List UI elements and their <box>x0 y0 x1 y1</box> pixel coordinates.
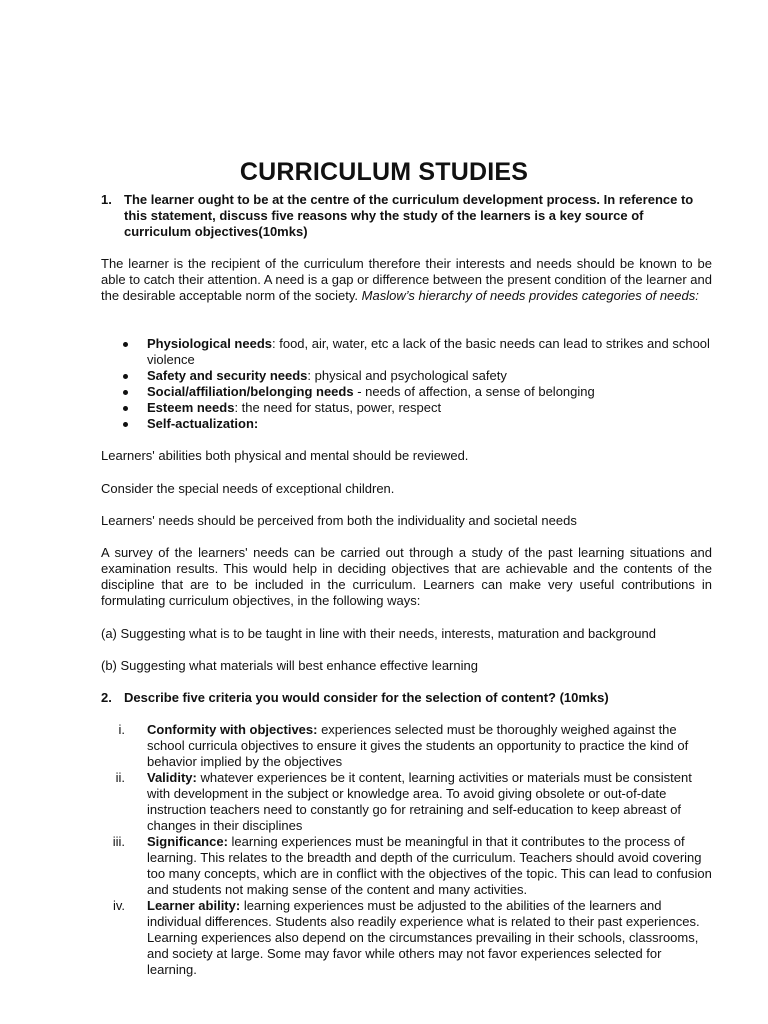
need-term: Self-actualization: <box>147 416 259 431</box>
question-number: 1. <box>101 192 112 207</box>
survey-paragraph: A survey of the learners' needs can be carried out through a study of the past learning situations and examination results. This would help in deciding objectives that are achievable and the contents of the discipline that are to be included in the curriculum. Learners can make very useful contributions in formulating curriculum objectives, in the following ways: <box>101 545 712 608</box>
bullet-icon <box>123 342 128 347</box>
need-term: Physiological needs <box>147 336 272 351</box>
question-number: 2. <box>101 690 112 705</box>
question-text: Describe five criteria you would consider for the selection of content? (10mks) <box>124 690 609 705</box>
need-term: Safety and security needs <box>147 368 308 383</box>
need-term: Social/affiliation/belonging needs <box>147 384 354 399</box>
criterion-term: Conformity with objectives: <box>147 722 318 737</box>
list-item <box>101 898 713 978</box>
criterion-desc: experiences selected must be thoroughly weighed against the school curricula objectives to ensure it gives the students an opportunity to practice the kind of behavior implied by the objectives <box>147 722 689 769</box>
question-text: The learner ought to be at the centre of the curriculum development process. In reference to this statement, discuss five reasons why the study of the learners is a key source of curriculum objectives(10mks) <box>124 192 694 239</box>
question-1 <box>101 192 713 240</box>
criterion-desc: learning experiences must be meaningful in that it contributes to the process of learning. This relates to the breadth and depth of the curriculum. Teachers should avoid covering too many concepts, which are in conflict with the objectives of the topic. This can lead to confusion and students not making sense of the content and many activities. <box>147 834 712 897</box>
item-number: iv. <box>112 898 125 913</box>
list-item <box>101 722 713 770</box>
learner-needs-paragraph: Learners' needs should be perceived from both the individuality and societal needs <box>101 513 577 528</box>
list-item <box>101 770 713 834</box>
bullet-icon <box>123 374 128 379</box>
list-item <box>101 834 713 898</box>
point-a-paragraph: (a) Suggesting what is to be taught in line with their needs, interests, maturation and background <box>101 626 656 641</box>
intro-paragraph <box>101 256 712 304</box>
criterion-desc: whatever experiences be it content, learning activities or materials must be consistent with development in the subject or knowledge area. To avoid giving obsolete or out-of-date instruction teachers need to constantly go for retraining and self-education to keep abreast of changes in their disciplines <box>147 770 692 833</box>
criteria-list <box>101 722 713 978</box>
list-item <box>101 336 713 368</box>
list-item <box>101 368 713 384</box>
need-desc: : physical and psychological safety <box>307 368 507 383</box>
item-number: i. <box>118 722 125 737</box>
needs-list <box>101 336 713 432</box>
bullet-icon <box>123 406 128 411</box>
intro-italic-text: Maslow’s hierarchy of needs provides categories of needs: <box>361 288 699 303</box>
item-number: iii. <box>112 834 125 849</box>
point-b-paragraph: (b) Suggesting what materials will best enhance effective learning <box>101 658 478 673</box>
criterion-desc: learning experiences must be adjusted to the abilities of the learners and individual differences. Students also readily experience what is related to their past experiences. Learning experiences also depend on the circumstances prevailing in their schools, classrooms, and society at large. Some may favor while others may not favor experiences selected for learning. <box>147 898 700 977</box>
bullet-icon <box>123 390 128 395</box>
list-item <box>101 400 713 416</box>
page-title: CURRICULUM STUDIES <box>239 158 529 186</box>
criterion-term: Significance: <box>147 834 228 849</box>
special-needs-paragraph: Consider the special needs of exceptional children. <box>101 481 395 496</box>
bullet-icon <box>123 422 128 427</box>
criterion-term: Validity: <box>147 770 197 785</box>
list-item <box>101 384 713 400</box>
intro-text: The learner is the recipient of the curriculum therefore their interests and needs should be known to be able to catch their attention. A need is a gap or difference between the present condition of the learner and the desirable acceptable norm of the society. <box>101 256 712 303</box>
need-desc: : food, air, water, etc a lack of the basic needs can lead to strikes and school violence <box>147 336 710 367</box>
need-desc: - needs of affection, a sense of belonging <box>353 384 595 399</box>
need-desc: : the need for status, power, respect <box>234 400 442 415</box>
item-number: ii. <box>115 770 125 785</box>
criterion-term: Learner ability: <box>147 898 241 913</box>
question-2 <box>101 690 713 706</box>
need-term: Esteem needs <box>147 400 235 415</box>
list-item <box>101 416 713 432</box>
abilities-paragraph: Learners' abilities both physical and mental should be reviewed. <box>101 448 469 463</box>
